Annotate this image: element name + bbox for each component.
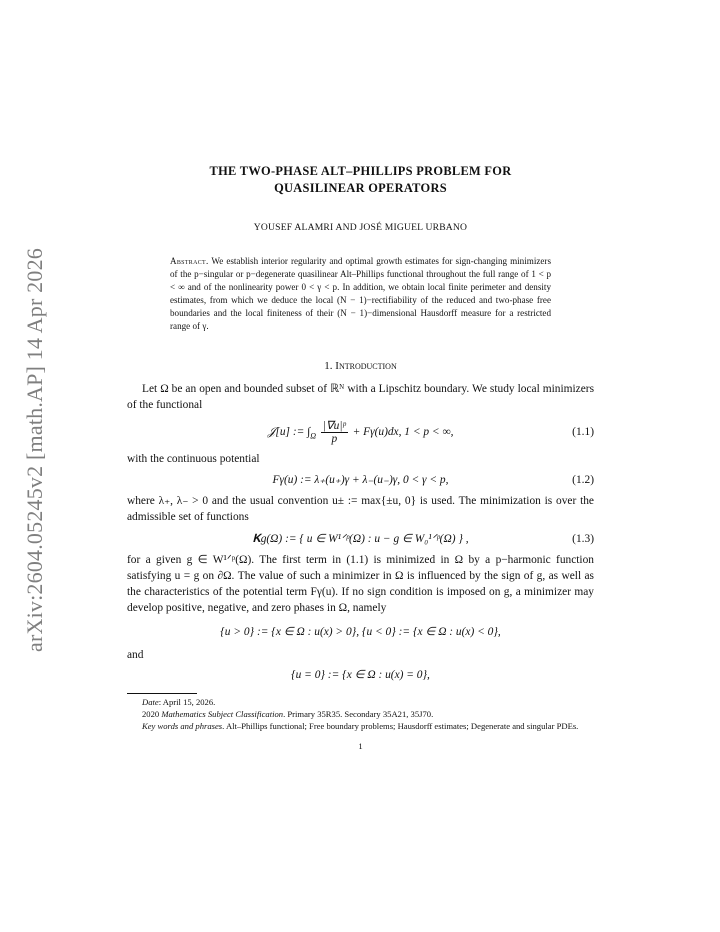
footnote-date-value: : April 15, 2026. bbox=[158, 697, 216, 707]
equation-1-3 bbox=[127, 529, 594, 549]
authors: YOUSEF ALAMRI AND JOSÉ MIGUEL URBANO bbox=[253, 222, 468, 233]
eq1-rhs: + Fγ(u)dx, 1 < p < ∞, bbox=[352, 425, 454, 438]
footnote-msc-label: Mathematics Subject Classification bbox=[161, 708, 284, 719]
paper-page bbox=[127, 163, 594, 755]
arxiv-sidebar bbox=[20, 245, 50, 655]
eq3-number: (1.3) bbox=[572, 532, 594, 545]
eq1-frac-top: |∇u|ᵖ bbox=[322, 419, 346, 432]
section-title: Introduction bbox=[335, 359, 397, 372]
footnotes bbox=[127, 697, 594, 732]
intro-paragraph-1: Let Ω be an open and bounded subset of ℝᴺ with a Lipschitz boundary. We study local minimizers of the functional bbox=[127, 383, 594, 412]
footnote-kw-value: . Alt–Phillips functional; Free boundary problems; Hausdorff estimates; Degenerate and singular PDEs. bbox=[222, 720, 579, 731]
title-line-2: QUASILINEAR OPERATORS bbox=[274, 180, 447, 195]
equation-1-1 bbox=[127, 419, 594, 445]
equation-zero-phase bbox=[127, 665, 594, 685]
eq2-body: Fγ(u) := λ₊(u₊)γ + λ₋(u₋)γ, 0 < γ < p, bbox=[272, 473, 449, 486]
intro-paragraph-5: and bbox=[127, 648, 144, 661]
eq1-fraction bbox=[321, 420, 348, 445]
footnote-msc-value: . Primary 35R35. Secondary 35A21, 35J70. bbox=[283, 708, 434, 719]
paper-title bbox=[127, 163, 594, 196]
eq5-body: {u = 0} := {x ∈ Ω : u(x) = 0}, bbox=[291, 669, 430, 681]
eq2-number: (1.2) bbox=[572, 473, 594, 486]
eq3-body: 𝐊g(Ω) := { u ∈ W¹ᐟᵖ(Ω) : u − g ∈ W₀¹ᐟᵖ(Ω) } , bbox=[252, 532, 469, 545]
abstract-text: We establish interior regularity and optimal growth estimates for sign-changing minimizers of the p−singular or p−degenerate quasilinear Alt–Phillips functional throughout the full range of 1 < p < ∞ and of the nonlinearity power 0 < γ < p. In addition, we obtain local finite perimeter and density estimates, from which we deduce the local (N − 1)−rectifiability of the reduced and two-phase free boundaries and the local finiteness of their (N − 1)−dimensional Hausdorff measure for a restricted range of γ. bbox=[170, 256, 551, 331]
eq1-lhs: 𝒥[u] := ∫ bbox=[267, 425, 311, 438]
section-number: 1. bbox=[324, 359, 333, 372]
footnote-keywords bbox=[127, 721, 594, 733]
section-heading bbox=[127, 358, 594, 374]
arxiv-id-stamp: arXiv:2604.05245v2 [math.AP] 14 Apr 2026 bbox=[22, 248, 47, 652]
title-line-1: THE TWO-PHASE ALT–PHILLIPS PROBLEM FOR bbox=[209, 164, 512, 178]
footnote-rule bbox=[127, 693, 197, 694]
eq1-sub: Ω bbox=[310, 430, 317, 440]
intro-paragraph-3: where λ₊, λ₋ > 0 and the usual convention u± := max{±u, 0} is used. The minimization is over the admissible set of functions bbox=[127, 494, 594, 524]
equation-phases bbox=[127, 622, 594, 642]
intro-paragraph-4: for a given g ∈ W¹ᐟᵖ(Ω). The first term in (1.1) is minimized in Ω by a p−harmonic function satisfying u = g on ∂Ω. The value of such a minimizer in Ω is influenced by the sign of g, as well as the characteristics of the potential term Fγ(u). If no sign condition is imposed on g, a minimizer may develop positive, negative, and zero phases in Ω, namely bbox=[127, 553, 594, 615]
footnote-date bbox=[127, 697, 594, 709]
page-number: 1 bbox=[358, 741, 363, 752]
footnote-date-label: Date bbox=[142, 697, 159, 707]
footnote-msc-year: 2020 bbox=[142, 708, 162, 719]
abstract bbox=[170, 255, 551, 332]
eq1-number: (1.1) bbox=[572, 425, 594, 438]
intro-paragraph-2: with the continuous potential bbox=[127, 452, 260, 465]
footnote-kw-label: Key words and phrases bbox=[142, 720, 223, 731]
eq1-frac-bot: p bbox=[331, 432, 338, 445]
equation-1-2 bbox=[127, 470, 594, 490]
abstract-heading: Abstract. bbox=[170, 256, 209, 267]
eq4-body: {u > 0} := {x ∈ Ω : u(x) > 0}, {u < 0} := {x ∈ Ω : u(x) < 0}, bbox=[220, 625, 501, 638]
footnote-msc bbox=[127, 709, 594, 721]
